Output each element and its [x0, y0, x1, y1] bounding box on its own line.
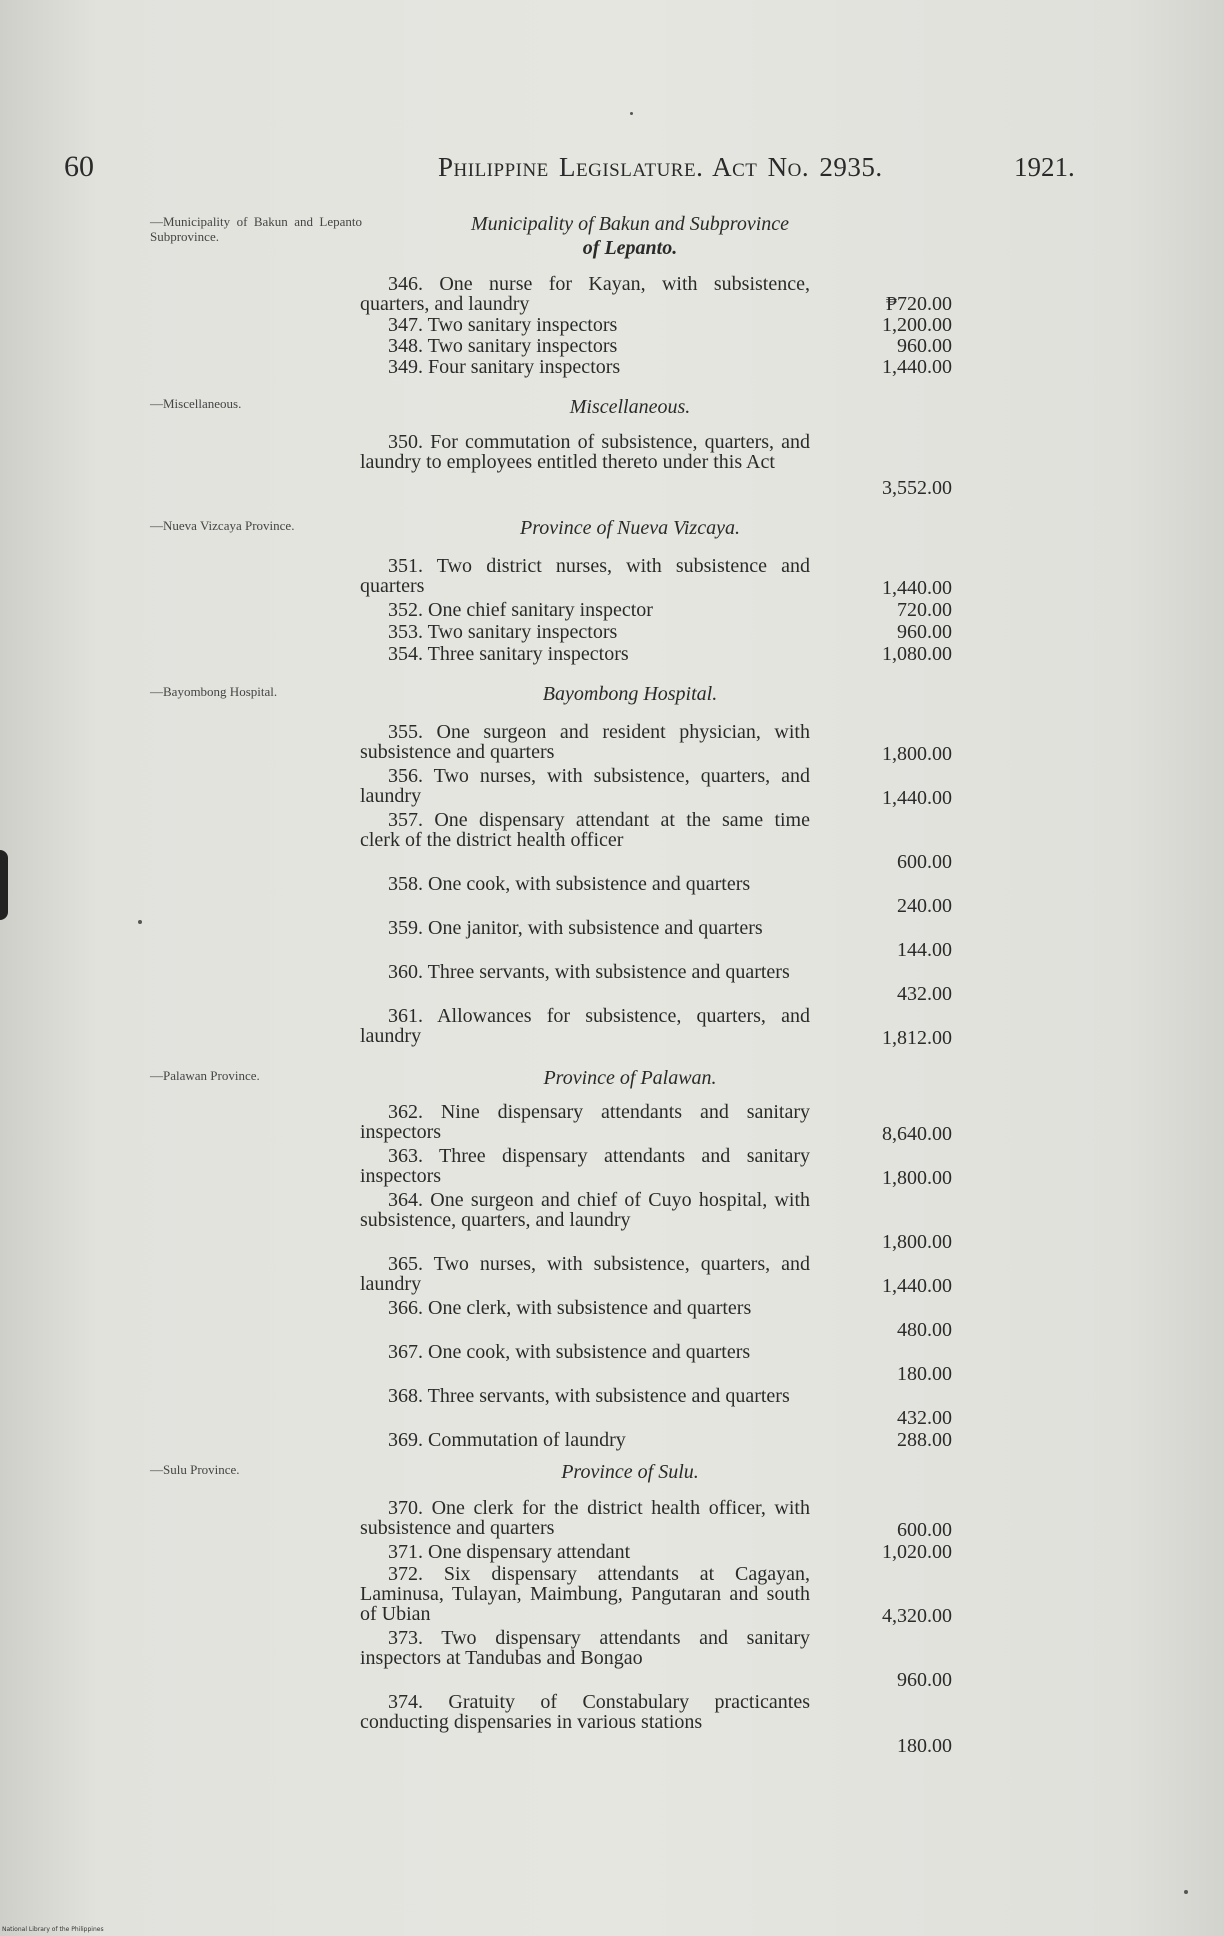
scan-speck: [630, 112, 633, 115]
line-item: 347. Two sanitary inspectors: [388, 314, 618, 336]
line-amount: 1,800.00: [882, 743, 952, 765]
line-amount: 960.00: [897, 1669, 952, 1691]
line-item: 350. For commutation of subsistence, quarters, and laundry to employees entitled thereto under this Act: [360, 431, 810, 473]
line-amount: 4,320.00: [882, 1605, 952, 1627]
line-amount: 1,440.00: [882, 787, 952, 809]
scan-speck: [1184, 1890, 1188, 1894]
line-item: 349. Four sanitary inspectors: [388, 356, 621, 378]
scan-edge-mark: [0, 850, 8, 920]
line-item: 370. One clerk for the district health officer, with subsistence and quarters: [360, 1497, 810, 1539]
line-amount: 1,020.00: [882, 1541, 952, 1563]
line-item: 364. One surgeon and chief of Cuyo hospital, with subsistence, quarters, and laundry: [360, 1189, 810, 1231]
line-item: 358. One cook, with subsistence and quarters: [388, 873, 751, 895]
line-amount: 1,080.00: [882, 643, 952, 665]
section-title-line1: Municipality of Bakun and Subprovince: [470, 213, 790, 235]
section-title-nueva-vizcaya: Province of Nueva Vizcaya.: [520, 517, 740, 539]
section-title-bayombong: Bayombong Hospital.: [542, 683, 718, 705]
line-amount: 8,640.00: [882, 1123, 952, 1145]
line-item: 357. One dispensary attendant at the same time clerk of the district health officer: [360, 809, 810, 851]
line-amount: 1,440.00: [882, 577, 952, 599]
side-note-nueva-vizcaya: —Nueva Vizcaya Province.: [150, 518, 295, 533]
line-item: 346. One nurse for Kayan, with subsistence, quarters, and laundry: [360, 273, 810, 315]
line-amount: 1,440.00: [882, 356, 952, 378]
line-item: 367. One cook, with subsistence and quarters: [388, 1341, 751, 1363]
running-head: [0, 150, 1224, 190]
line-amount: 1,800.00: [882, 1231, 952, 1253]
line-amount: 600.00: [897, 851, 952, 873]
section-title-palawan: Province of Palawan.: [543, 1067, 717, 1089]
side-note-palawan: —Palawan Province.: [150, 1068, 260, 1083]
scan-speck: [138, 920, 142, 924]
line-amount: 1,800.00: [882, 1167, 952, 1189]
side-note-sulu: —Sulu Province.: [150, 1462, 240, 1477]
section-title-bakun: [360, 212, 900, 260]
line-item: 371. One dispensary attendant: [388, 1541, 631, 1563]
line-amount: 240.00: [897, 895, 952, 917]
line-item: 368. Three servants, with subsistence and quarters: [388, 1385, 790, 1407]
line-item: 360. Three servants, with subsistence and quarters: [388, 961, 790, 983]
line-item: 355. One surgeon and resident physician, with subsistence and quarters: [360, 721, 810, 763]
line-amount: 1,200.00: [882, 314, 952, 336]
line-item: 356. Two nurses, with subsistence, quarters, and laundry: [360, 765, 810, 807]
line-amount: 144.00: [897, 939, 952, 961]
line-item: 369. Commutation of laundry: [388, 1429, 626, 1451]
line-amount: 600.00: [897, 1519, 952, 1541]
section-title-sulu: Province of Sulu.: [561, 1461, 699, 1483]
line-amount: 432.00: [897, 1407, 952, 1429]
line-item: 372. Six dispensary attendants at Cagayan, Laminusa, Tulayan, Maimbung, Pangutaran and south of Ubian: [360, 1563, 810, 1625]
line-item: 351. Two district nurses, with subsistence and quarters: [360, 555, 810, 597]
line-amount: 3,552.00: [882, 477, 952, 499]
line-item: 361. Allowances for subsistence, quarters, and laundry: [360, 1005, 810, 1047]
line-amount: 432.00: [897, 983, 952, 1005]
line-amount: 1,812.00: [882, 1027, 952, 1049]
line-item: 354. Three sanitary inspectors: [388, 643, 629, 665]
line-amount: 480.00: [897, 1319, 952, 1341]
side-note-bayombong: —Bayombong Hospital.: [150, 684, 278, 699]
footer-credit: National Library of the Philippines: [2, 1926, 104, 1933]
line-item: 348. Two sanitary inspectors: [388, 335, 618, 357]
line-amount: 180.00: [897, 1363, 952, 1385]
line-amount: 180.00: [897, 1735, 952, 1757]
side-note-bakun: —Municipality of Bakun and Lepanto Subprovince.: [150, 214, 362, 244]
line-item: 366. One clerk, with subsistence and quarters: [388, 1297, 752, 1319]
page-number: 60: [64, 150, 94, 183]
line-amount: 960.00: [897, 335, 952, 357]
line-item: 374. Gratuity of Constabulary practicantes conducting dispensaries in various stations: [360, 1691, 810, 1733]
line-item: 373. Two dispensary attendants and sanitary inspectors at Tandubas and Bongao: [360, 1627, 810, 1669]
line-item: 363. Three dispensary attendants and sanitary inspectors: [360, 1145, 810, 1187]
header-title: Philippine Legislature. Act No. 2935.: [438, 152, 883, 182]
line-amount: 720.00: [897, 599, 952, 621]
side-note-miscellaneous: —Miscellaneous.: [150, 396, 242, 411]
line-item: 365. Two nurses, with subsistence, quarters, and laundry: [360, 1253, 810, 1295]
section-title-miscellaneous: Miscellaneous.: [569, 396, 691, 418]
line-item: 362. Nine dispensary attendants and sanitary inspectors: [360, 1101, 810, 1143]
line-item: 353. Two sanitary inspectors: [388, 621, 618, 643]
header-year: 1921.: [1014, 152, 1075, 182]
line-amount: ₱720.00: [885, 293, 952, 315]
line-item: 352. One chief sanitary inspector: [388, 599, 653, 621]
line-amount: 288.00: [897, 1429, 952, 1451]
line-amount: 960.00: [897, 621, 952, 643]
line-amount: 1,440.00: [882, 1275, 952, 1297]
line-item: 359. One janitor, with subsistence and quarters: [388, 917, 763, 939]
section-title-line2: of Lepanto.: [582, 237, 678, 259]
